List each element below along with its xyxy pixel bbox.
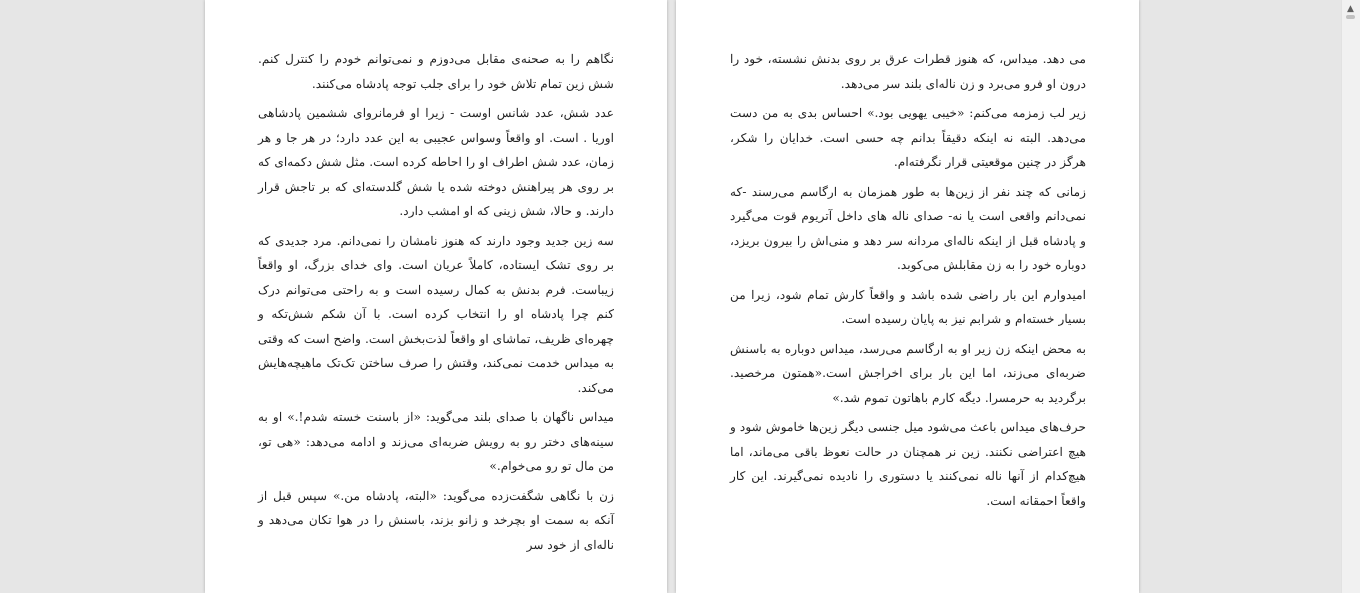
paragraph: نگاهم را به صحنه‌ی مقابل می‌دوزم و نمی‌توانم خودم را کنترل کنم. شش زین تمام تلاش خود را برای جلب توجه پادشاه می‌کنند. <box>258 52 614 91</box>
paragraph: زن با نگاهی شگفت‌زده می‌گوید: «البته، پادشاه من.» سپس قبل از آنکه به سمت او بچرخد و زانو بزند، باسنش را در هوا تکان می‌دهد و ناله‌ای از خود سر <box>258 488 614 552</box>
paragraph: سه زین جدید وجود دارند که هنوز نامشان را نمی‌دانم. مرد جدیدی که بر روی تشک ایستاده، کاملاً عریان است. وای خدای بزرگ، او واقعاً زیباست. فرم بدنش به کمال رسیده است و به راحتی می‌توانم درک کنم چرا پادشاه او را انتخاب کرده است. با آن شکم شش‌تکه و چهره‌ای ظریف، تماشای او واقعاً لذت‌بخش است. واضح است که وقتی به میداس خدمت نمی‌کند، وقتش را صرف ساختن تک‌تک ماهیچه‌هایش می‌کند. <box>258 233 614 395</box>
document-page-left <box>205 0 667 593</box>
paragraph: عدد شش، عدد شانس اوست - زیرا او فرمانروای ششمین پادشاهی اوریا . است. او واقعاً وسواس عجیبی به این عدد دارد؛ در هر جا و هر زمان، عدد شش اطراف او را احاطه کرده است. مثل شش دکمه‌ای که بر روی هر پیراهنش دوخته شده یا شش گلدسته‌ای که بر تاجش قرار دارند. و حالا، شش زینی که او امشب دارد. <box>258 106 614 218</box>
paragraph: حرف‌های میداس باعث می‌شود میل جنسی دیگر زین‌ها خاموش شود و هیچ اعتراضی نکنند. زین نر همچنان در حالت نعوظ باقی می‌ماند، اما هیچ‌کدام از آنها ناله نمی‌کنند یا دستوری را نادیده نمی‌گیرند. این کار واقعاً احمقانه است. <box>730 420 1086 508</box>
vertical-scrollbar[interactable] <box>1341 0 1360 593</box>
paragraph: زمانی که چند نفر از زین‌ها به طور همزمان به ارگاسم می‌رسند -که نمی‌دانم واقعی است یا نه- صدای ناله های داخل آتریوم قوت می‌گیرد و پادشاه قبل از اینکه ناله‌ای مردانه سر دهد و منی‌اش را بیرون بریزد، دوباره خود را به زن مقابلش می‌کوبد. <box>730 184 1086 272</box>
paragraph: امیدوارم این بار راضی شده باشد و واقعاً کارش تمام شود، زیرا من بسیار خسته‌ام و شرابم نیز به پایان رسیده است. <box>730 287 1086 326</box>
paragraph: زیر لب زمزمه می‌کنم: «خیبی یهویی بود.» احساس بدی به من دست می‌دهد. البته نه اینکه دقیقاً بدانم چه حسی است. خدایان را شکر، هرگز در چنین موقعیتی قرار نگرفته‌ام. <box>730 106 1086 169</box>
document-page-right <box>676 0 1139 593</box>
page-right-text-column <box>730 47 1086 518</box>
paragraph: می دهد. میداس، که هنوز قطرات عرق بر روی بدنش نشسته، خود را درون او فرو می‌برد و زن ناله‌ای بلند سر می‌دهد. <box>730 52 1086 91</box>
page-left-text-column <box>258 47 614 562</box>
scrollbar-thumb[interactable] <box>1346 15 1355 19</box>
paragraph: به محض اینکه زن زیر او به ارگاسم می‌رسد، میداس دوباره به باسنش ضربه‌ای می‌زند، اما این بار برای اخراجش است.«همتون مرخصید. برگردید به حرمسرا. دیگه کارم باهاتون تموم شد.» <box>730 341 1086 405</box>
triangle-up-icon[interactable]: ▲ <box>1347 3 1354 14</box>
paragraph: میداس ناگهان با صدای بلند می‌گوید: «از باسنت خسته شدم!.» او به سینه‌های دختر رو به رویش ضربه‌ای می‌زند و ادامه می‌دهد: «هی تو، من مال تو رو می‌خوام.» <box>258 410 614 473</box>
